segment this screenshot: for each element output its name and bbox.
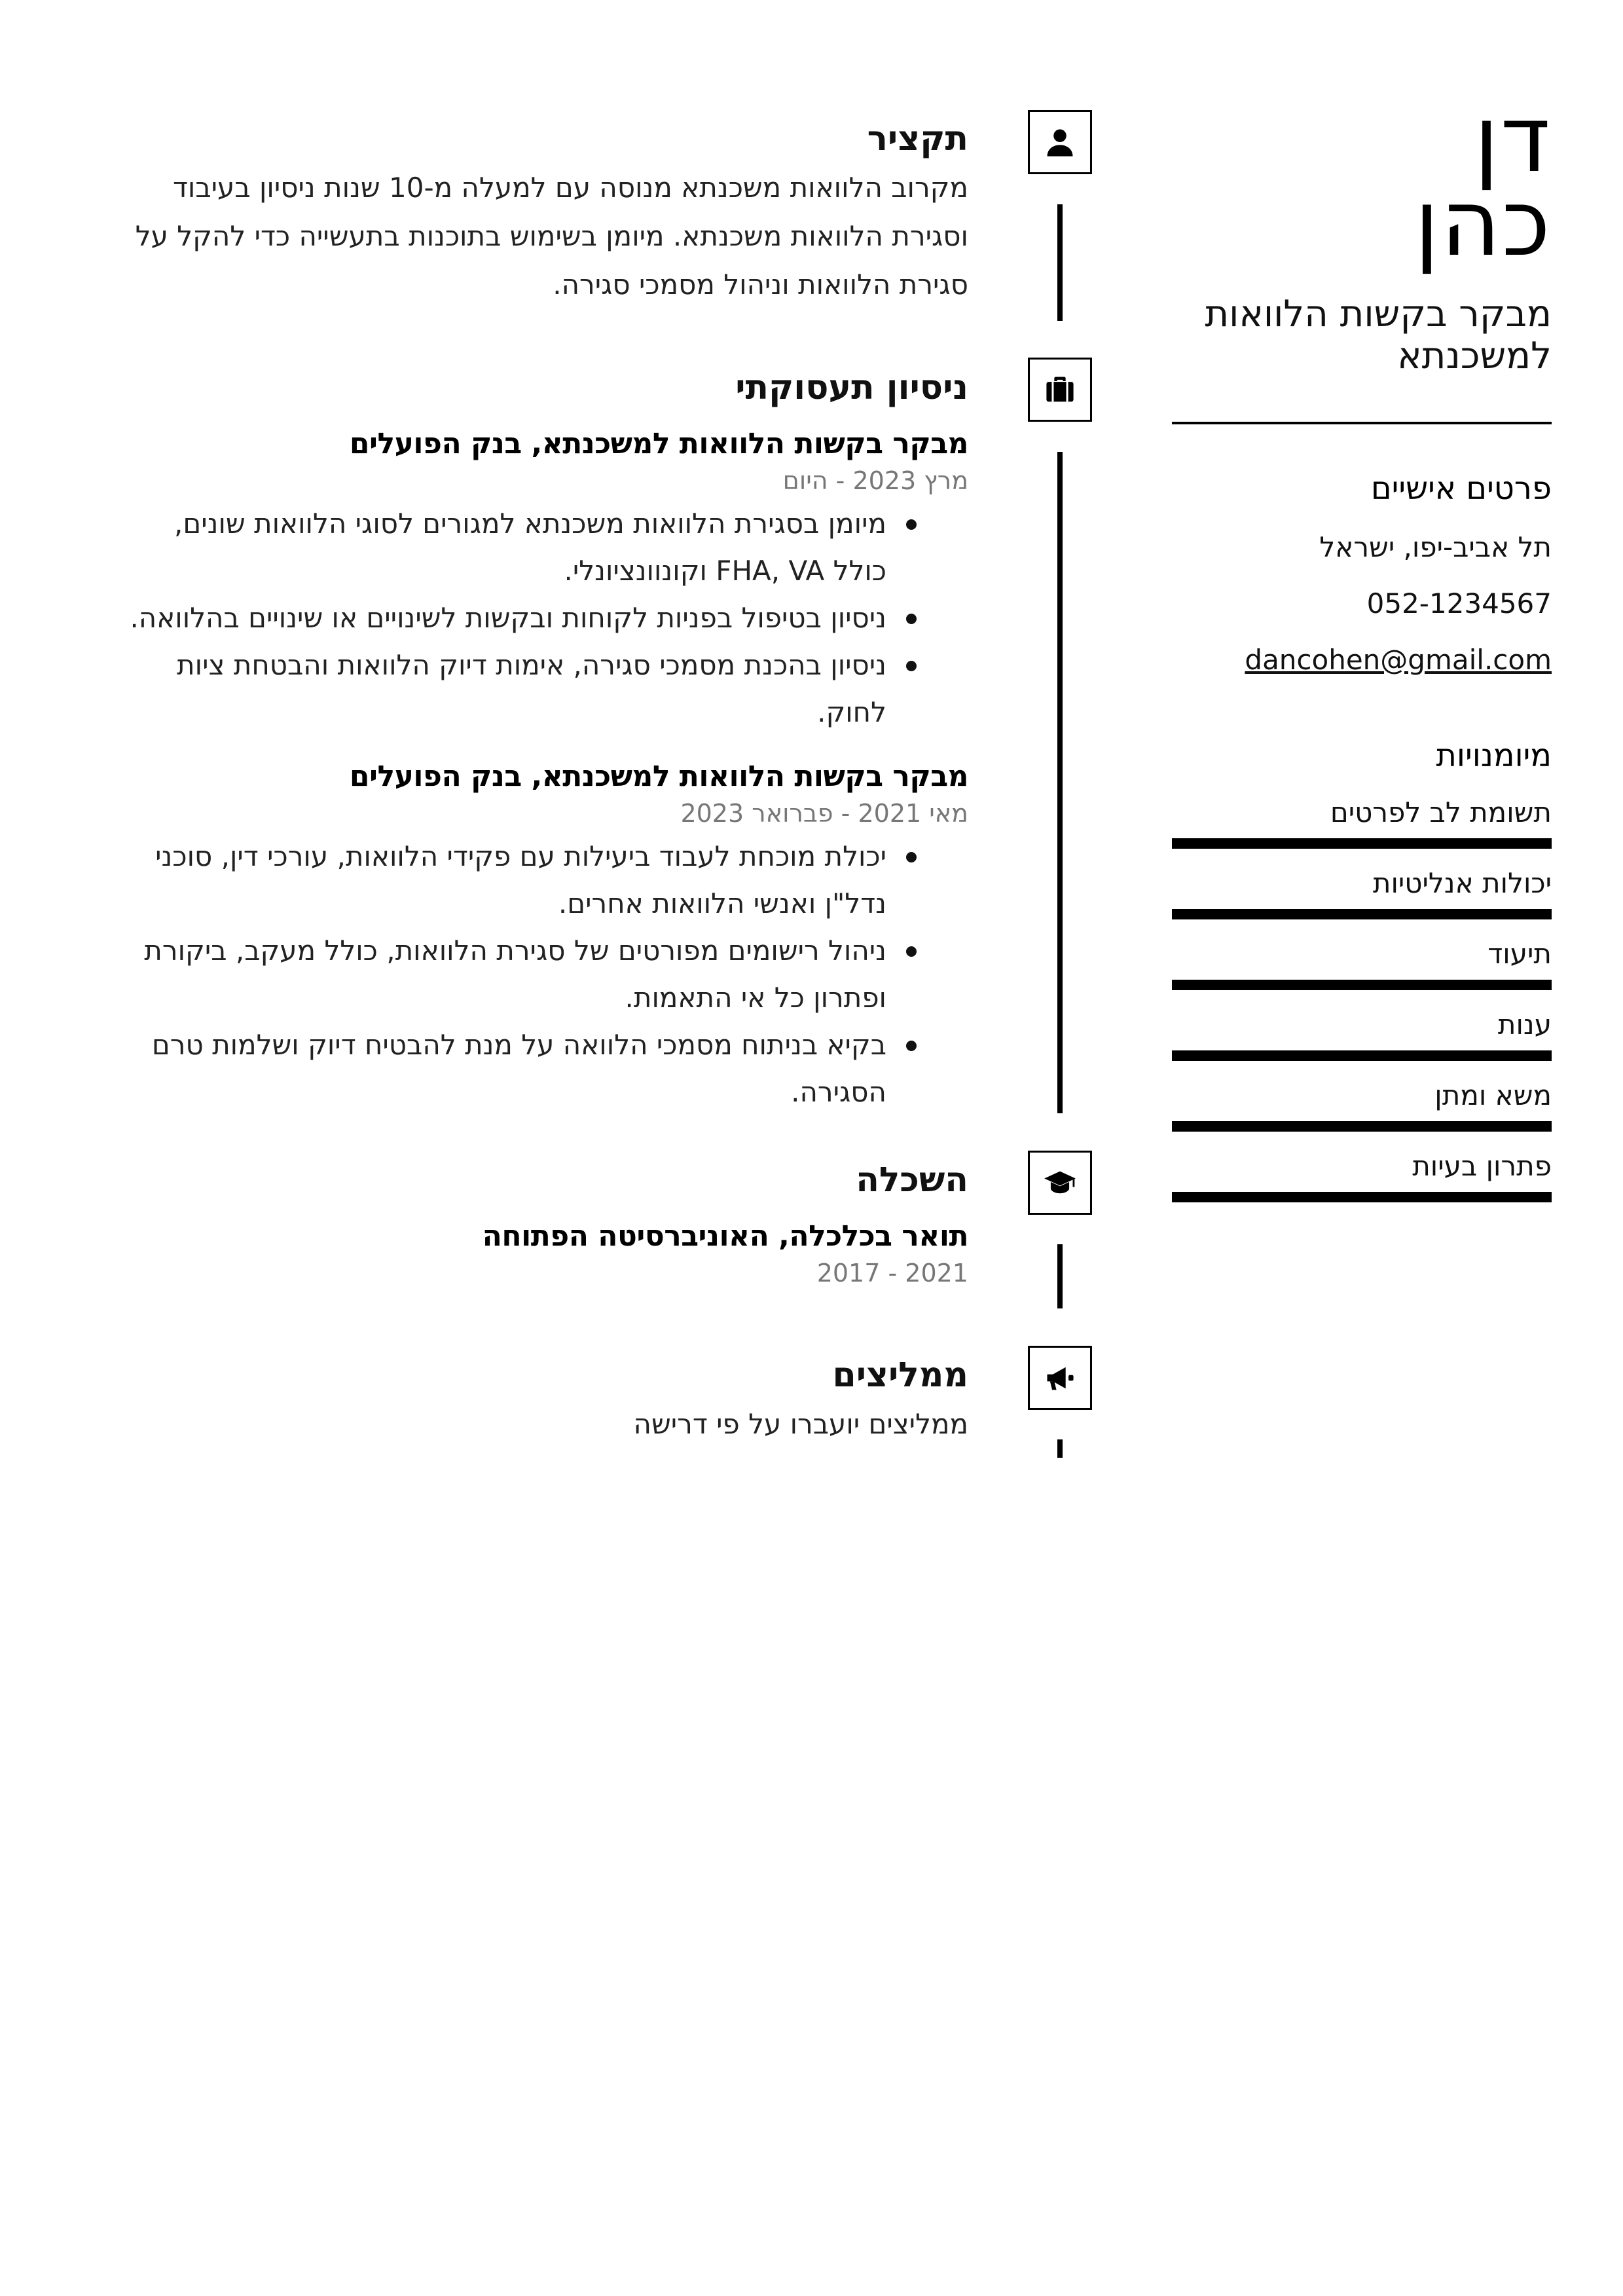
list-item: בקיא בניתוח מסמכי הלוואה על מנת להבטיח דיוק ושלמות טרם הסגירה. bbox=[117, 1022, 886, 1116]
megaphone-icon bbox=[1043, 1361, 1077, 1395]
phone: 052-1234567 bbox=[1366, 587, 1552, 620]
skill-label: פתרון בעיות bbox=[1412, 1150, 1552, 1182]
skill-item bbox=[1172, 1149, 1552, 1202]
education-dates: 2017 - 2021 bbox=[816, 1259, 968, 1287]
skill-level-bar bbox=[1172, 1121, 1552, 1132]
skill-item bbox=[1172, 936, 1552, 990]
degree: תואר בכלכלה, האוניברסיטה הפתוחה bbox=[482, 1219, 968, 1253]
skill-label: יכולות אנליטיות bbox=[1372, 867, 1552, 899]
timeline-line bbox=[1057, 204, 1063, 321]
job-entry bbox=[117, 426, 968, 736]
skill-item bbox=[1172, 795, 1552, 849]
education-section bbox=[117, 1159, 968, 1289]
skill-label: משא ומתן bbox=[1434, 1079, 1552, 1111]
skill-level-bar bbox=[1172, 1050, 1552, 1061]
timeline-line bbox=[1057, 1439, 1063, 1458]
list-item: ניהול רישומים מפורטים של סגירת הלוואות, כולל מעקב, ביקורת ופתרון כל אי התאמות. bbox=[117, 927, 886, 1022]
skill-level-bar bbox=[1172, 909, 1552, 919]
briefcase-icon bbox=[1043, 373, 1077, 407]
summary-heading: תקציר bbox=[867, 119, 968, 158]
graduation-cap-icon bbox=[1043, 1166, 1077, 1200]
summary-icon-box bbox=[1028, 110, 1092, 174]
sidebar-divider bbox=[1172, 422, 1552, 424]
references-section bbox=[117, 1354, 968, 1449]
job-bullets bbox=[117, 833, 968, 1116]
skill-item bbox=[1172, 1078, 1552, 1132]
job-title-company: מבקר בקשות הלוואות למשכנתא, בנק הפועלים bbox=[349, 760, 968, 793]
skill-level-bar bbox=[1172, 980, 1552, 990]
experience-icon-box bbox=[1028, 358, 1092, 422]
location: תל אביב-יפו, ישראל bbox=[1319, 531, 1552, 563]
skills-list bbox=[1172, 795, 1552, 1202]
person-icon bbox=[1043, 125, 1077, 159]
skill-level-bar bbox=[1172, 1192, 1552, 1202]
personal-details-heading: פרטים אישיים bbox=[1370, 470, 1552, 507]
skill-item bbox=[1172, 1007, 1552, 1061]
skill-label: תשומת לב לפרטים bbox=[1330, 796, 1552, 828]
candidate-name bbox=[1172, 86, 1552, 277]
education-heading: השכלה bbox=[856, 1160, 968, 1200]
last-name: כהן bbox=[1414, 170, 1552, 277]
list-item: ניסיון בטיפול בפניות לקוחות ובקשות לשינויים או שינויים בהלוואה. bbox=[117, 595, 886, 642]
skill-label: תיעוד bbox=[1487, 938, 1552, 970]
job-dates: מאי 2021 - פברואר 2023 bbox=[680, 799, 968, 828]
summary-text: מקרוב הלוואות משכנתא מנוסה עם למעלה מ-10 שנות ניסיון בעיבוד וסגירת הלוואות משכנתא. מיומן בשימוש בתוכנות בתעשייה כדי להקל על סגירת הלוואות וניהול מסמכי סגירה. bbox=[135, 172, 968, 301]
job-dates: מרץ 2023 - היום bbox=[782, 466, 968, 495]
skills-heading: מיומנויות bbox=[1436, 737, 1552, 774]
job-bullets bbox=[117, 500, 968, 736]
skill-label: ענות bbox=[1497, 1009, 1552, 1041]
list-item: ניסיון בהכנת מסמכי סגירה, אימות דיוק הלוואות והבטחת ציות לחוק. bbox=[117, 642, 886, 736]
list-item: מיומן בסגירת הלוואות משכנתא למגורים לסוגי הלוואות שונים, כולל FHA, VA וקונוונציונלי. bbox=[117, 500, 886, 595]
job-title: מבקר בקשות הלוואות למשכנתא bbox=[1205, 293, 1552, 377]
first-name: דן bbox=[1474, 86, 1552, 193]
experience-heading: ניסיון תעסוקתי bbox=[735, 368, 968, 407]
list-item: יכולת מוכחת לעבוד ביעילות עם פקידי הלוואות, עורכי דין, סוכני נדל"ן ואנשי הלוואות אחרים. bbox=[117, 833, 886, 927]
timeline-line bbox=[1057, 452, 1063, 1113]
email-link[interactable]: dancohen@gmail.com bbox=[1245, 644, 1552, 676]
skill-item bbox=[1172, 866, 1552, 919]
references-text: ממליצים יועברו על פי דרישה bbox=[633, 1408, 968, 1440]
references-icon-box bbox=[1028, 1346, 1092, 1410]
sidebar bbox=[1172, 86, 1552, 1202]
job-title-company: מבקר בקשות הלוואות למשכנתא, בנק הפועלים bbox=[349, 427, 968, 460]
timeline-line bbox=[1057, 1244, 1063, 1308]
experience-section bbox=[117, 367, 968, 1116]
job-entry bbox=[117, 758, 968, 1116]
references-heading: ממליצים bbox=[832, 1356, 968, 1395]
education-icon-box bbox=[1028, 1151, 1092, 1215]
skill-level-bar bbox=[1172, 838, 1552, 849]
summary-section bbox=[117, 118, 968, 309]
